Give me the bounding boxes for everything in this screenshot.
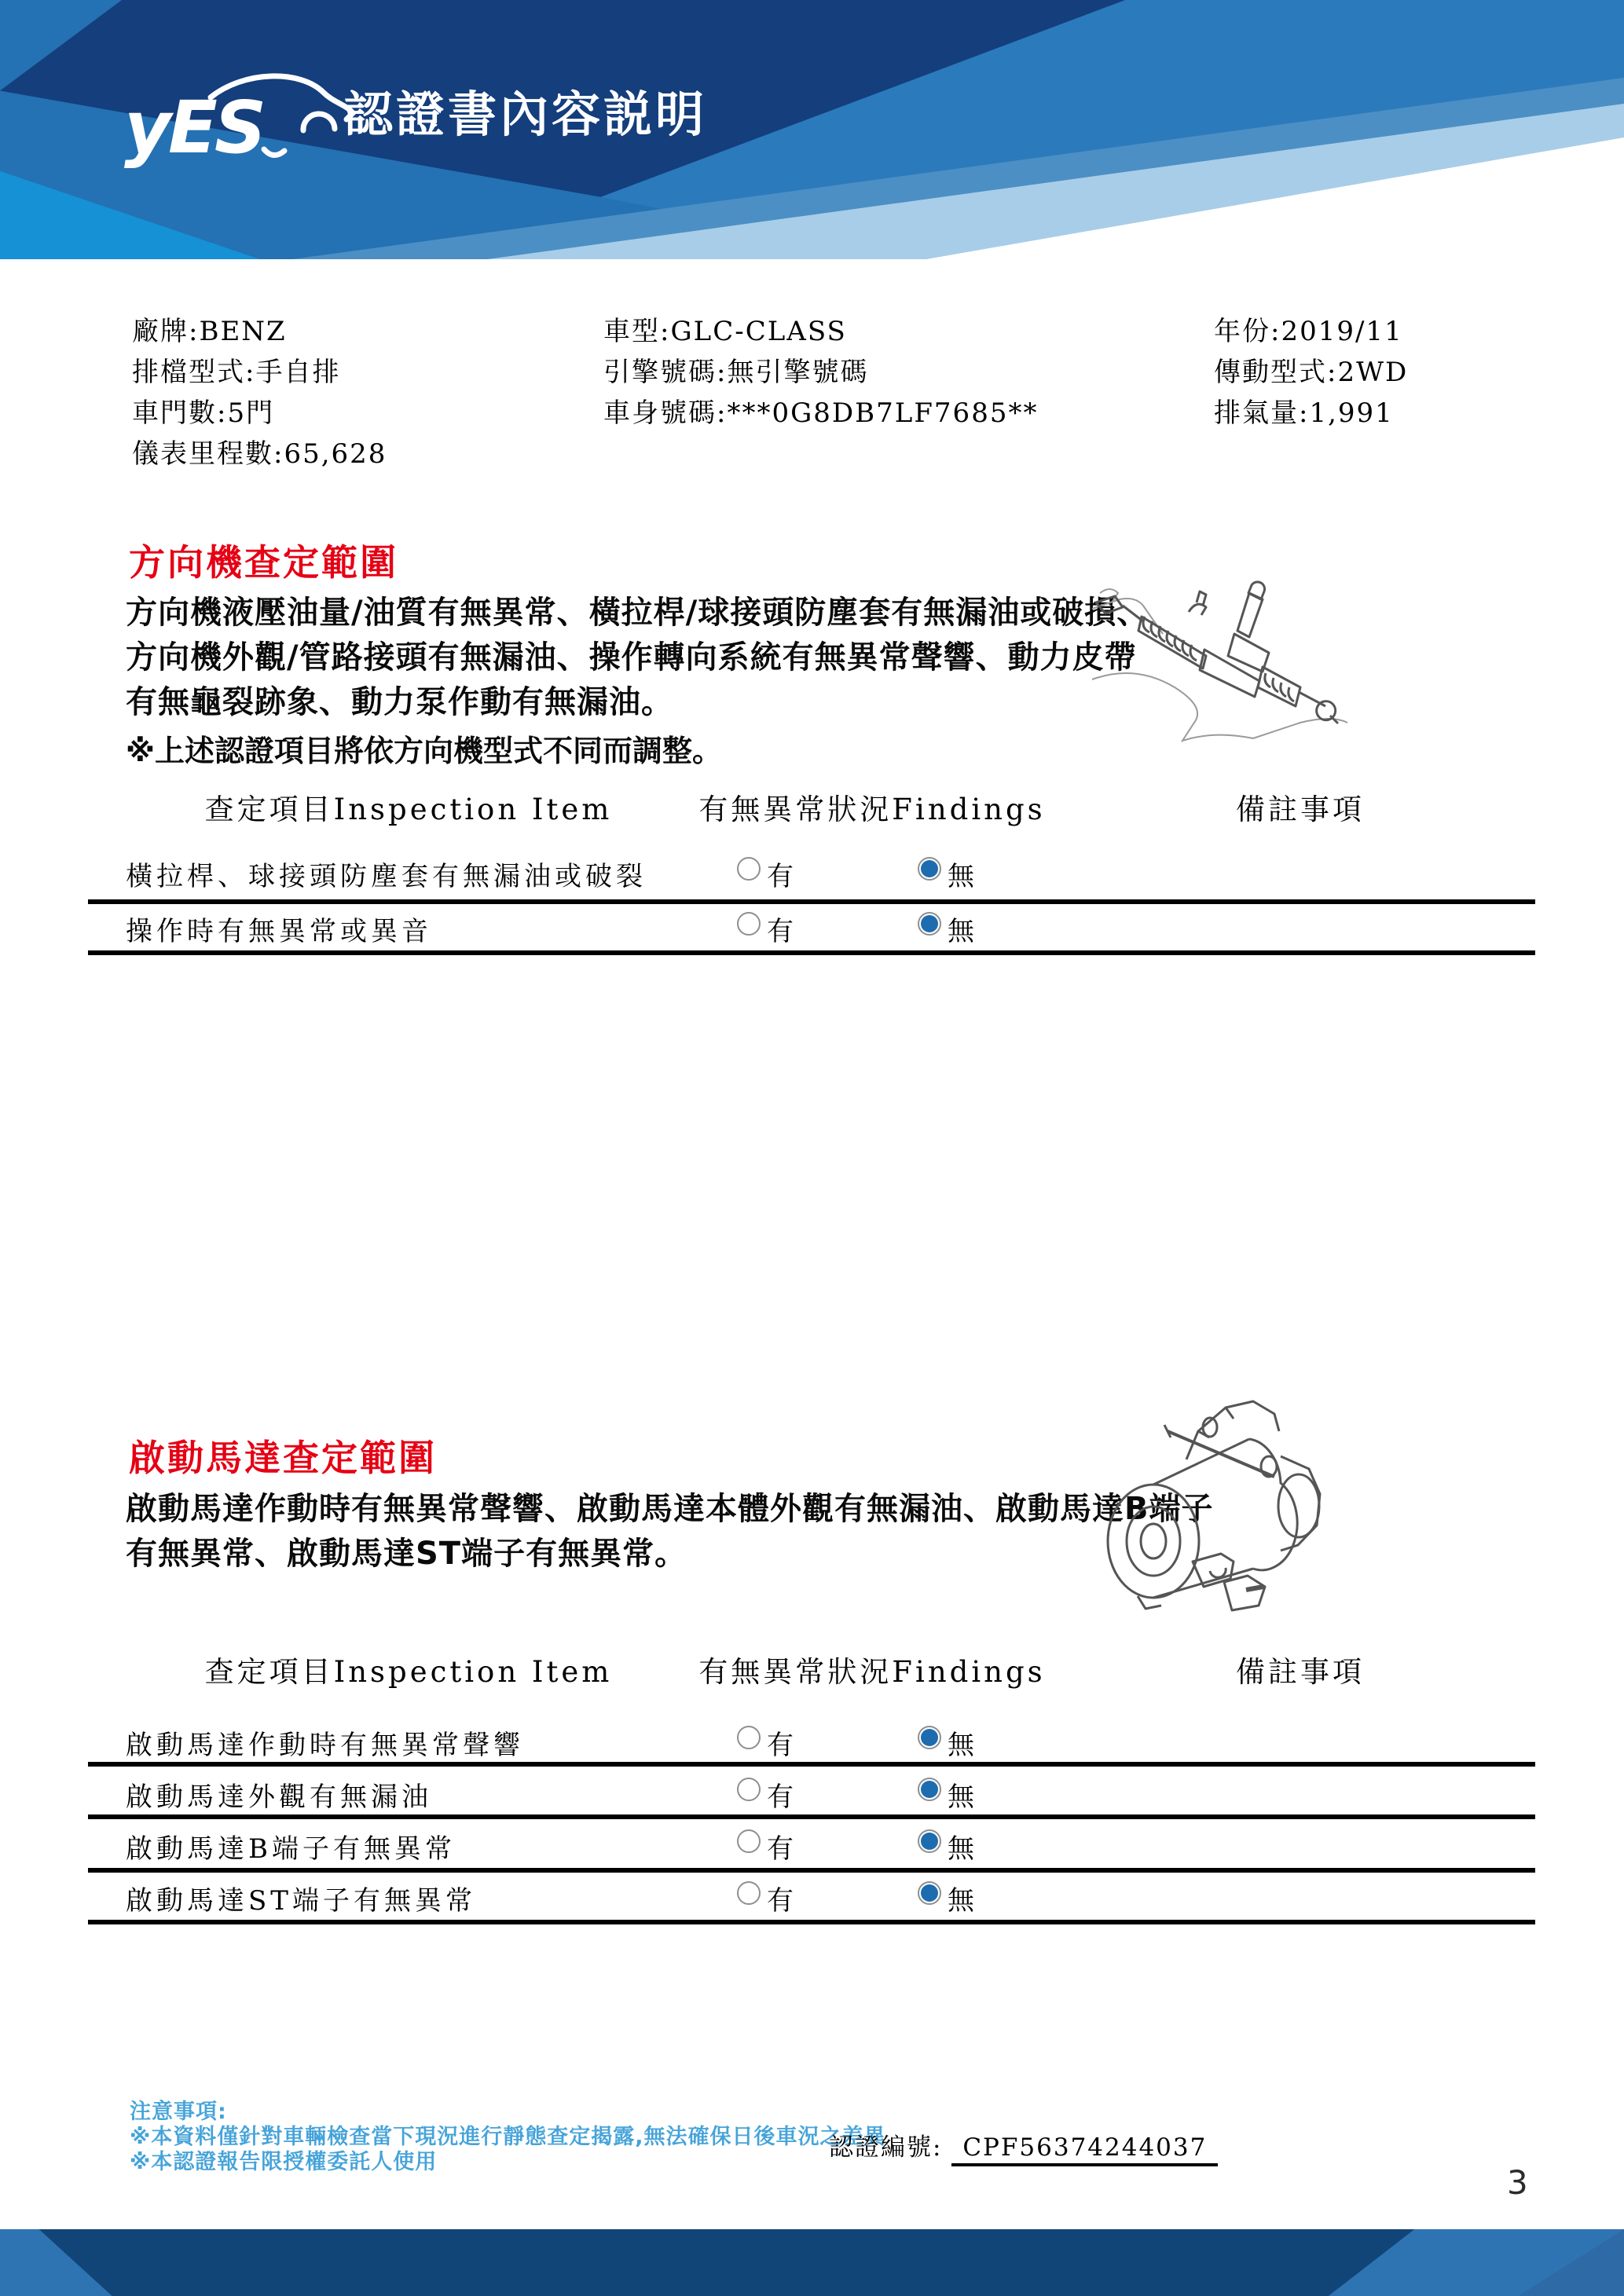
certificate-number-label: 認證編號: xyxy=(829,2133,943,2162)
info-brand: 廠牌:BENZ xyxy=(132,316,287,347)
radio-yes[interactable] xyxy=(737,912,761,936)
certificate-number-value: CPF56374244037 xyxy=(951,2133,1218,2166)
table1-divider xyxy=(88,950,1535,955)
table2-header-item: 查定項目Inspection Item xyxy=(204,1655,613,1689)
radio-yes-label[interactable]: 有 xyxy=(767,1885,794,1917)
section-starter-description xyxy=(126,1487,1214,1576)
radio-yes-label[interactable]: 有 xyxy=(767,1782,794,1813)
page-number: 3 xyxy=(1507,2163,1528,2202)
radio-no-selected[interactable] xyxy=(918,1726,941,1749)
radio-no-label[interactable]: 無 xyxy=(948,1730,974,1761)
notice-line-1: ※本資料僅針對車輛檢查當下現況進行靜態查定揭露,無法確保日後車況之差異 xyxy=(130,2125,886,2149)
footer-navy-trapezoid xyxy=(0,2229,1624,2296)
table1-header-remarks: 備註事項 xyxy=(1236,793,1365,826)
section-steering-heading: 方向機查定範圍 xyxy=(129,541,398,584)
info-year: 年份:2019/11 xyxy=(1214,316,1403,347)
radio-no-selected[interactable] xyxy=(918,1829,941,1853)
inspection-item-label: 啟動馬達作動時有無異常聲響 xyxy=(126,1730,524,1761)
starter-motor-illustration xyxy=(1092,1384,1359,1620)
inspection-item-label: 操作時有無異常或異音 xyxy=(126,916,432,947)
yes-car-logo-icon xyxy=(118,64,361,178)
inspection-item-label: 啟動馬達ST端子有無異常 xyxy=(126,1885,476,1917)
radio-no-label[interactable]: 無 xyxy=(948,1885,974,1917)
radio-yes[interactable] xyxy=(737,857,761,881)
radio-no-selected[interactable] xyxy=(918,1778,941,1801)
certificate-number-line xyxy=(829,2127,1218,2162)
info-engine-no: 引擎號碼:無引擎號碼 xyxy=(603,357,869,388)
radio-no-selected[interactable] xyxy=(918,912,941,936)
section-steering-description xyxy=(126,591,1149,725)
inspection-item-label: 啟動馬達外觀有無漏油 xyxy=(126,1782,432,1813)
table1-header-item: 查定項目Inspection Item xyxy=(204,793,613,826)
radio-yes-label[interactable]: 有 xyxy=(767,1833,794,1865)
desc-line: 有無龜裂跡象、動力泵作動有無漏油。 xyxy=(126,684,673,720)
radio-yes-label[interactable]: 有 xyxy=(767,1730,794,1761)
page-header-banner xyxy=(0,0,1624,259)
inspection-item-label: 橫拉桿、球接頭防塵套有無漏油或破裂 xyxy=(126,861,647,892)
radio-no-selected[interactable] xyxy=(918,1881,941,1905)
radio-yes[interactable] xyxy=(737,1726,761,1749)
radio-no-label[interactable]: 無 xyxy=(948,916,974,947)
table2-header-remarks: 備註事項 xyxy=(1236,1655,1365,1689)
notice-title: 注意事項: xyxy=(130,2100,227,2124)
svg-text:yES: yES xyxy=(124,86,264,170)
desc-line: 方向機液壓油量/油質有無異常、橫拉桿/球接頭防塵套有無漏油或破損、 xyxy=(126,595,1149,631)
section-steering-note: ※上述認證項目將依方向機型式不同而調整。 xyxy=(126,734,722,768)
notice-line-2: ※本認證報告限授權委託人使用 xyxy=(130,2150,438,2174)
info-displacement: 排氣量:1,991 xyxy=(1214,397,1394,429)
vehicle-info-column-2 xyxy=(603,311,1038,434)
inspection-item-label: 啟動馬達B端子有無異常 xyxy=(126,1833,456,1865)
table1-divider xyxy=(88,899,1535,904)
radio-no-selected[interactable] xyxy=(918,857,941,881)
section-starter-heading: 啟動馬達查定範圍 xyxy=(129,1437,437,1479)
vehicle-info-column-3 xyxy=(1214,311,1408,434)
table2-header-findings: 有無異常狀況Findings xyxy=(698,1655,1046,1689)
desc-line: 方向機外觀/管路接頭有無漏油、操作轉向系統有無異常聲響、動力皮帶 xyxy=(126,639,1137,676)
radio-no-label[interactable]: 無 xyxy=(948,1833,974,1865)
info-vin: 車身號碼:***0G8DB7LF7685** xyxy=(603,397,1039,429)
table2-divider xyxy=(88,1762,1535,1767)
desc-line: 啟動馬達作動時有無異常聲響、啟動馬達本體外觀有無漏油、啟動馬達B端子 xyxy=(126,1491,1214,1527)
vehicle-info-column-1 xyxy=(132,311,387,474)
info-model: 車型:GLC-CLASS xyxy=(603,316,847,347)
radio-yes[interactable] xyxy=(737,1829,761,1853)
info-drivetrain: 傳動型式:2WD xyxy=(1214,357,1409,388)
radio-no-label[interactable]: 無 xyxy=(948,1782,974,1813)
desc-line: 有無異常、啟動馬達ST端子有無異常。 xyxy=(126,1536,687,1572)
radio-yes-label[interactable]: 有 xyxy=(767,916,794,947)
steering-rack-illustration xyxy=(1088,562,1363,758)
radio-yes-label[interactable]: 有 xyxy=(767,861,794,892)
page-title: 認證書內容説明 xyxy=(344,86,708,143)
table1-header-findings: 有無異常狀況Findings xyxy=(698,793,1046,826)
info-gearbox: 排檔型式:手自排 xyxy=(132,357,341,388)
yes-logo xyxy=(118,64,361,178)
table2-divider xyxy=(88,1868,1535,1873)
info-odometer: 儀表里程數:65,628 xyxy=(132,438,387,470)
table2-divider xyxy=(88,1920,1535,1924)
info-doors: 車門數:5門 xyxy=(132,397,275,429)
radio-yes[interactable] xyxy=(737,1881,761,1905)
radio-no-label[interactable]: 無 xyxy=(948,861,974,892)
table2-divider xyxy=(88,1814,1535,1819)
page-footer-banner xyxy=(0,2229,1624,2296)
radio-yes[interactable] xyxy=(737,1778,761,1801)
